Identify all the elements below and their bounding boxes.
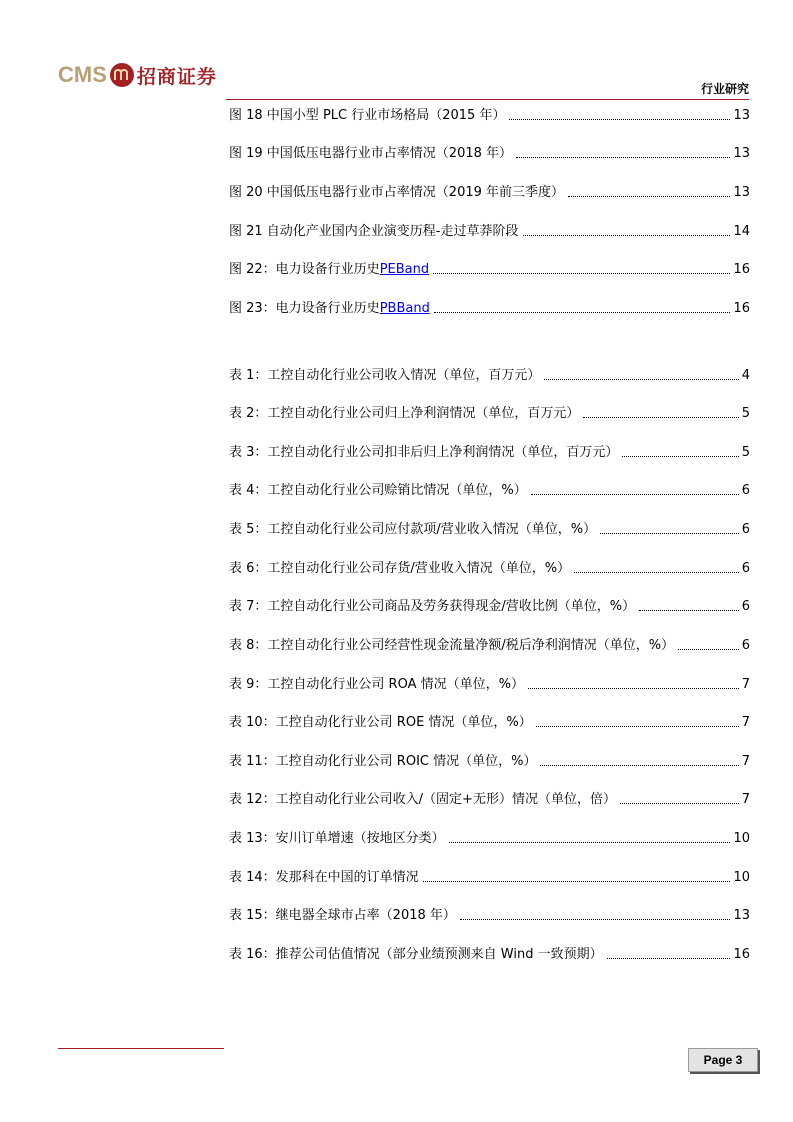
toc-page-number: 16: [733, 947, 750, 962]
toc-entry-figure-22[interactable]: [229, 262, 750, 278]
toc-entry-label: 表 8：工控自动化行业公司经营性现金流量净额/税后净利润情况（单位，%）: [229, 638, 675, 653]
toc-entry-table-3[interactable]: [229, 445, 750, 461]
toc-entry-table-2[interactable]: [229, 406, 750, 422]
header-divider: [226, 99, 749, 100]
toc-page-number: 16: [733, 301, 750, 316]
toc-page-number: 6: [741, 561, 750, 576]
toc-entry-table-16[interactable]: [229, 947, 750, 963]
logo-emblem-icon: [110, 63, 134, 87]
toc-page-number: 13: [733, 146, 750, 161]
toc-entry-label: 表 6：工控自动化行业公司存货/营业收入情况（单位，%）: [229, 561, 571, 576]
toc-leader-dots: [639, 610, 739, 611]
toc-leader-dots: [600, 533, 739, 534]
toc-entry-table-10[interactable]: [229, 715, 750, 731]
toc-entry-label: 表 11：工控自动化行业公司 ROIC 情况（单位，%）: [229, 754, 537, 769]
page-number-badge: Page 3: [688, 1048, 758, 1072]
toc-leader-dots: [516, 157, 730, 158]
toc-page-number: 10: [733, 831, 750, 846]
toc-entry-label: 表 15：继电器全球市占率（2018 年）: [229, 908, 456, 923]
toc-entry-label: 表 7：工控自动化行业公司商品及劳务获得现金/营收比例（单位，%）: [229, 599, 636, 614]
toc-entry-text: 图 22：电力设备行业历史: [229, 262, 380, 277]
toc-entry-text: 图 23：电力设备行业历史: [229, 301, 380, 316]
toc-entry-label: 表 16：推荐公司估值情况（部分业绩预测来自 Wind 一致预期）: [229, 947, 603, 962]
toc-leader-dots: [620, 803, 739, 804]
toc-leader-dots: [607, 958, 731, 959]
toc-entry-table-9[interactable]: [229, 677, 750, 693]
toc-page-number: 16: [733, 262, 750, 277]
toc-entry-table-6[interactable]: [229, 561, 750, 577]
toc-entry-label: 表 14：发那科在中国的订单情况: [229, 870, 419, 885]
toc-entry-table-4[interactable]: [229, 483, 750, 499]
toc-leader-dots: [423, 881, 731, 882]
toc-entry-table-7[interactable]: [229, 599, 750, 615]
toc-page-number: 5: [741, 445, 750, 460]
toc-entry-label: 表 4：工控自动化行业公司赊销比情况（单位，%）: [229, 483, 527, 498]
toc-entry-label: 表 9：工控自动化行业公司 ROA 情况（单位，%）: [229, 677, 524, 692]
toc-entry-figure-19[interactable]: [229, 146, 750, 162]
toc-leader-dots: [434, 312, 731, 313]
logo-latin-text: CMS: [58, 62, 107, 87]
toc-entry-label: 图 21 自动化产业国内企业演变历程-走过草莽阶段: [229, 224, 519, 239]
toc-page-number: 7: [741, 754, 750, 769]
toc-entry-label: [229, 301, 430, 317]
toc-page-number: 5: [741, 406, 750, 421]
pbband-link[interactable]: PBBand: [379, 301, 430, 316]
toc-entry-table-14[interactable]: [229, 870, 750, 886]
toc-leader-dots: [568, 196, 730, 197]
toc-page-number: 6: [741, 638, 750, 653]
toc-leader-dots: [622, 456, 738, 457]
toc-leader-dots: [509, 119, 730, 120]
toc-entry-label: 表 10：工控自动化行业公司 ROE 情况（单位，%）: [229, 715, 532, 730]
toc-leader-dots: [574, 572, 739, 573]
toc-leader-dots: [544, 379, 738, 380]
toc-entry-label: 表 13：安川订单增速（按地区分类）: [229, 831, 445, 846]
toc-leader-dots: [528, 688, 739, 689]
toc-entry-table-11[interactable]: [229, 754, 750, 770]
toc-page-number: 13: [733, 908, 750, 923]
toc-entry-label: 表 1：工控自动化行业公司收入情况（单位，百万元）: [229, 368, 541, 383]
toc-page-number: 14: [733, 224, 750, 239]
toc-leader-dots: [540, 765, 738, 766]
footnote-divider: [58, 1048, 224, 1049]
toc-page-number: 13: [733, 185, 750, 200]
logo-chinese-text: 招商证券: [136, 65, 217, 88]
toc-entry-label: 表 12：工控自动化行业公司收入/（固定+无形）情况（单位，倍）: [229, 792, 616, 807]
toc-leader-dots: [536, 726, 739, 727]
toc-leader-dots: [678, 649, 739, 650]
toc-entry-table-8[interactable]: [229, 638, 750, 654]
section-label: 行业研究: [700, 82, 749, 96]
toc-entry-label: 图 19 中国低压电器行业市占率情况（2018 年）: [229, 146, 513, 161]
toc-leader-dots: [449, 842, 731, 843]
toc-leader-dots: [460, 919, 731, 920]
toc-page-number: 10: [733, 870, 750, 885]
toc-entry-table-1[interactable]: [229, 368, 750, 384]
peband-link[interactable]: PEBand: [379, 262, 430, 277]
toc-entry-figure-18[interactable]: [229, 108, 750, 124]
toc-leader-dots: [523, 235, 731, 236]
toc-page-number: 6: [741, 599, 750, 614]
toc-page-number: 6: [741, 522, 750, 537]
toc-page-number: 6: [741, 483, 750, 498]
toc-entry-label: 图 20 中国低压电器行业市占率情况（2019 年前三季度）: [229, 185, 565, 200]
toc-page-number: 13: [733, 108, 750, 123]
toc-leader-dots: [583, 417, 738, 418]
toc-entry-label: 表 5：工控自动化行业公司应付款项/营业收入情况（单位，%）: [229, 522, 597, 537]
toc-entry-label: 图 18 中国小型 PLC 行业市场格局（2015 年）: [229, 108, 506, 123]
company-logo: [58, 60, 217, 90]
toc-page-number: 4: [741, 368, 750, 383]
toc-entry-figure-23[interactable]: [229, 301, 750, 317]
toc-entry-table-5[interactable]: [229, 522, 750, 538]
toc-leader-dots: [531, 494, 739, 495]
toc-entry-label: 表 3：工控自动化行业公司扣非后归上净利润情况（单位，百万元）: [229, 445, 619, 460]
toc-leader-dots: [433, 273, 730, 274]
toc-page-number: 7: [741, 715, 750, 730]
toc-entry-label: 表 2：工控自动化行业公司归上净利润情况（单位，百万元）: [229, 406, 580, 421]
toc-entry-table-13[interactable]: [229, 831, 750, 847]
toc-page-number: 7: [741, 792, 750, 807]
toc-entry-figure-21[interactable]: [229, 224, 750, 240]
toc-entry-figure-20[interactable]: [229, 185, 750, 201]
toc-entry-table-12[interactable]: [229, 792, 750, 808]
toc-page-number: 7: [741, 677, 750, 692]
toc-entry-table-15[interactable]: [229, 908, 750, 924]
toc-entry-label: [229, 262, 429, 278]
